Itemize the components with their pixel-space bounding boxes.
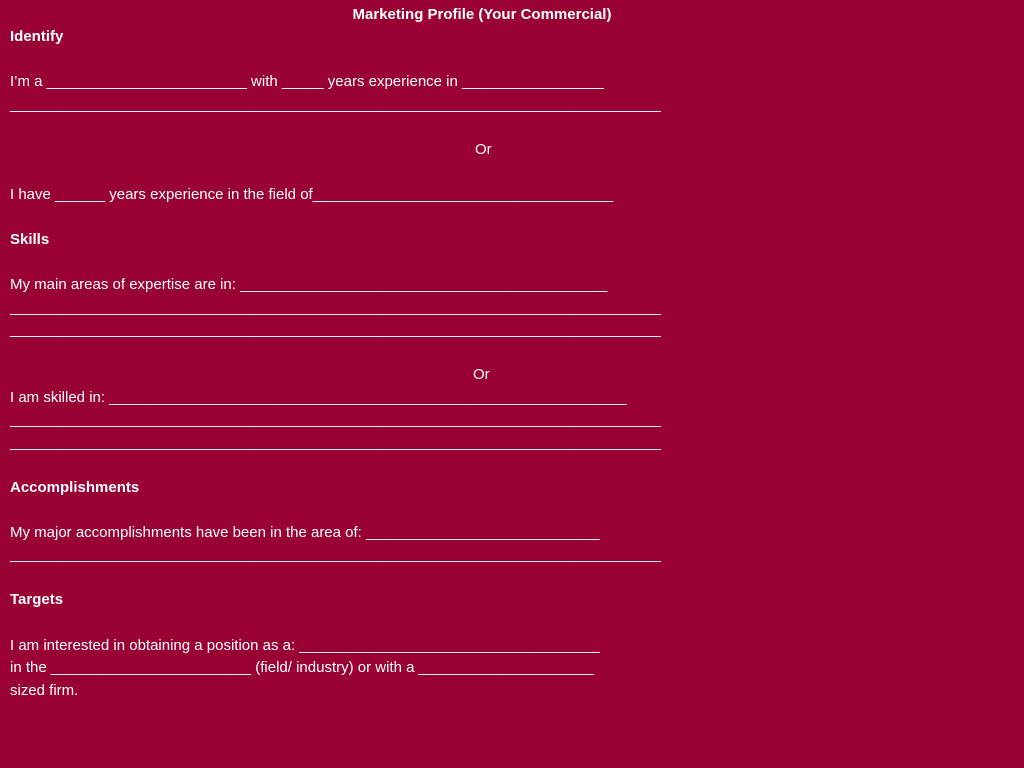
targets-heading: Targets bbox=[10, 591, 64, 608]
skills-line-1: My main areas of expertise are in: ____________________________________________ bbox=[10, 276, 608, 293]
page-title: Marketing Profile (Your Commercial) bbox=[352, 6, 612, 23]
skills-heading: Skills bbox=[10, 231, 50, 248]
skills-line-5: ______________________________________________________________________________ bbox=[10, 411, 661, 428]
identify-or: Or bbox=[475, 141, 492, 158]
identify-heading: Identify bbox=[10, 28, 64, 45]
targets-line-3: sized firm. bbox=[10, 682, 79, 699]
skills-line-2: ______________________________________________________________________________ bbox=[10, 299, 661, 316]
accomplishments-heading: Accomplishments bbox=[10, 479, 140, 496]
skills-or: Or bbox=[473, 366, 490, 383]
identify-line-1: I’m a ________________________ with _____ years experience in _________________ bbox=[10, 73, 604, 90]
identify-line-3: I have ______ years experience in the field of____________________________________ bbox=[10, 186, 614, 203]
skills-line-4: I am skilled in: ______________________________________________________________ bbox=[10, 389, 627, 406]
identify-line-2: ______________________________________________________________________________ bbox=[10, 96, 661, 113]
skills-line-3: ______________________________________________________________________________ bbox=[10, 321, 661, 338]
targets-line-1: I am interested in obtaining a position as a: ____________________________________ bbox=[10, 637, 600, 654]
targets-line-2: in the ________________________ (field/ industry) or with a _____________________ bbox=[10, 659, 594, 676]
skills-line-6: ______________________________________________________________________________ bbox=[10, 434, 661, 451]
accomplishments-line-2: ______________________________________________________________________________ bbox=[10, 546, 661, 563]
accomplishments-line-1: My major accomplishments have been in the area of: ____________________________ bbox=[10, 524, 600, 541]
